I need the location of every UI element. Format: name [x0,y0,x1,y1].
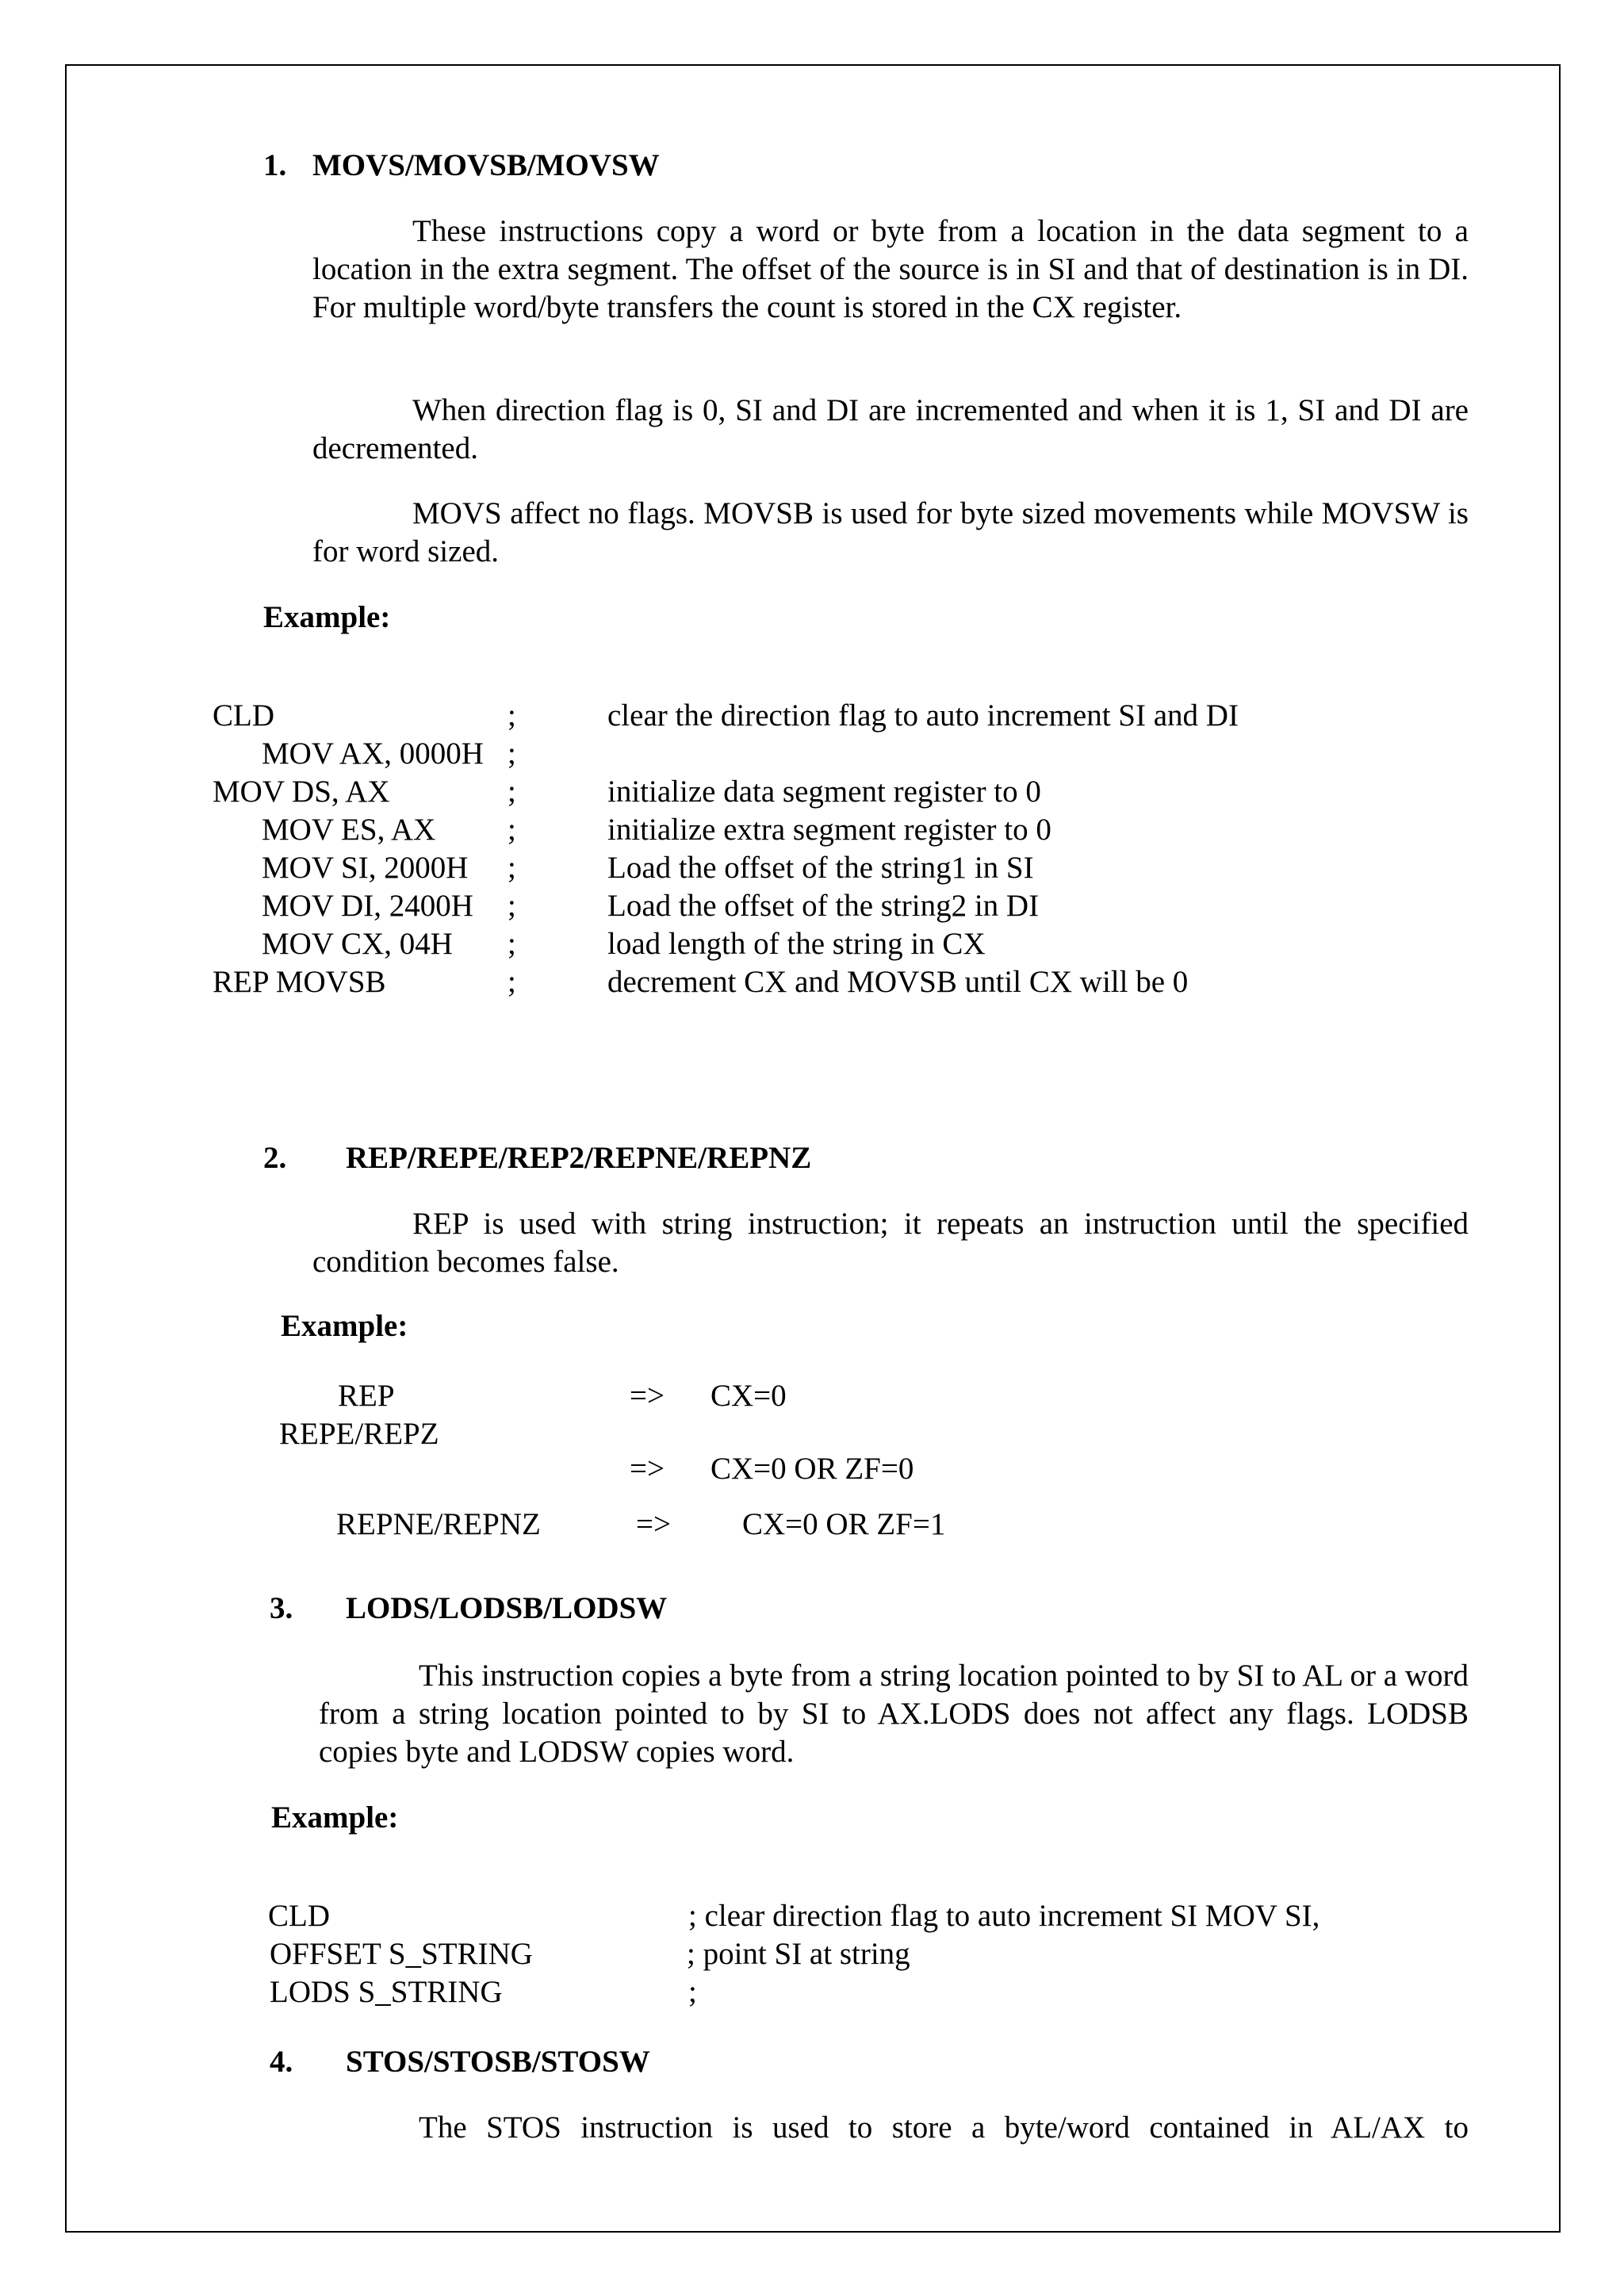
code-comment: ; clear direction flag to auto increment SI MOV SI, [688,1899,1320,1933]
rep-arrow: => [630,1452,665,1486]
section-3-number: 3. [270,1591,293,1625]
code-separator: ; [508,698,516,733]
code-separator: ; [508,965,516,999]
code-separator: ; [508,927,516,961]
code-comment: load length of the string in CX [607,927,986,961]
section-1-example-label: Example: [263,600,391,634]
rep-name: REPNE/REPNZ [336,1507,541,1541]
code-comment: Load the offset of the string2 in DI [607,889,1040,923]
code-comment: decrement CX and MOVSB until CX will be 0 [607,965,1189,999]
rep-name: REP [338,1379,395,1413]
code-instruction: REP MOVSB [213,965,386,999]
rep-condition: CX=0 OR ZF=1 [742,1507,946,1541]
code-instruction: MOV DI, 2400H [262,889,473,923]
section-1-title: MOVS/MOVSB/MOVSW [312,148,660,182]
section-3-title: LODS/LODSB/LODSW [346,1591,668,1625]
section-4-title: STOS/STOSB/STOSW [346,2045,650,2079]
code-comment: initialize data segment register to 0 [607,775,1041,809]
section-1-paragraph-2: When direction flag is 0, SI and DI are incremented and when it is 1, SI and DI are decremented. [312,393,1469,465]
code-instruction: MOV SI, 2000H [262,851,469,885]
code-instruction: CLD [213,698,274,733]
code-comment: ; [688,1975,697,2009]
section-3-paragraph-1: This instruction copies a byte from a string location pointed to by SI to AL or a word from a string location pointed to by SI to AX.LODS does not affect any flags. LODSB copies byte and LODSW copies word. [319,1659,1469,1769]
code-comment: initialize extra segment register to 0 [607,813,1051,847]
code-comment: Load the offset of the string1 in SI [607,851,1034,885]
code-separator: ; [508,775,516,809]
section-2-example-label: Example: [281,1309,408,1343]
rep-condition: CX=0 [710,1379,787,1413]
section-2-number: 2. [263,1141,287,1175]
code-separator: ; [508,889,516,923]
code-separator: ; [508,737,516,771]
section-1-paragraph-3: MOVS affect no flags. MOVSB is used for byte sized movements while MOVSW is for word sized. [312,496,1469,568]
section-3-example-label: Example: [271,1800,399,1835]
section-1-number: 1. [263,148,287,182]
code-separator: ; [508,813,516,847]
rep-arrow: => [630,1379,665,1413]
code-instruction: MOV AX, 0000H [262,737,484,771]
code-instruction: MOV DS, AX [213,775,390,809]
code-instruction: OFFSET S_STRING [270,1937,533,1971]
code-comment: ; point SI at string [687,1937,910,1971]
rep-condition: CX=0 OR ZF=0 [710,1452,914,1486]
code-instruction: MOV ES, AX [262,813,436,847]
section-4-number: 4. [270,2045,293,2079]
section-2-paragraph-1: REP is used with string instruction; it repeats an instruction until the specified condition becomes false. [312,1207,1469,1279]
code-comment: clear the direction flag to auto increment SI and DI [607,698,1239,733]
rep-arrow: => [636,1507,671,1541]
section-2-title: REP/REPE/REP2/REPNE/REPNZ [346,1141,812,1175]
code-instruction: CLD [268,1899,330,1933]
rep-name: REPE/REPZ [279,1417,439,1451]
code-separator: ; [508,851,516,885]
code-instruction: MOV CX, 04H [262,927,453,961]
code-instruction: LODS S_STRING [270,1975,503,2009]
section-1-paragraph-1: These instructions copy a word or byte from a location in the data segment to a location in the extra segment. The offset of the source is in SI and that of destination is in DI. For multiple word/byte transfers the count is stored in the CX register. [312,214,1469,324]
section-4-paragraph-1: The STOS instruction is used to store a byte/word contained in AL/AX to [419,2110,1469,2145]
